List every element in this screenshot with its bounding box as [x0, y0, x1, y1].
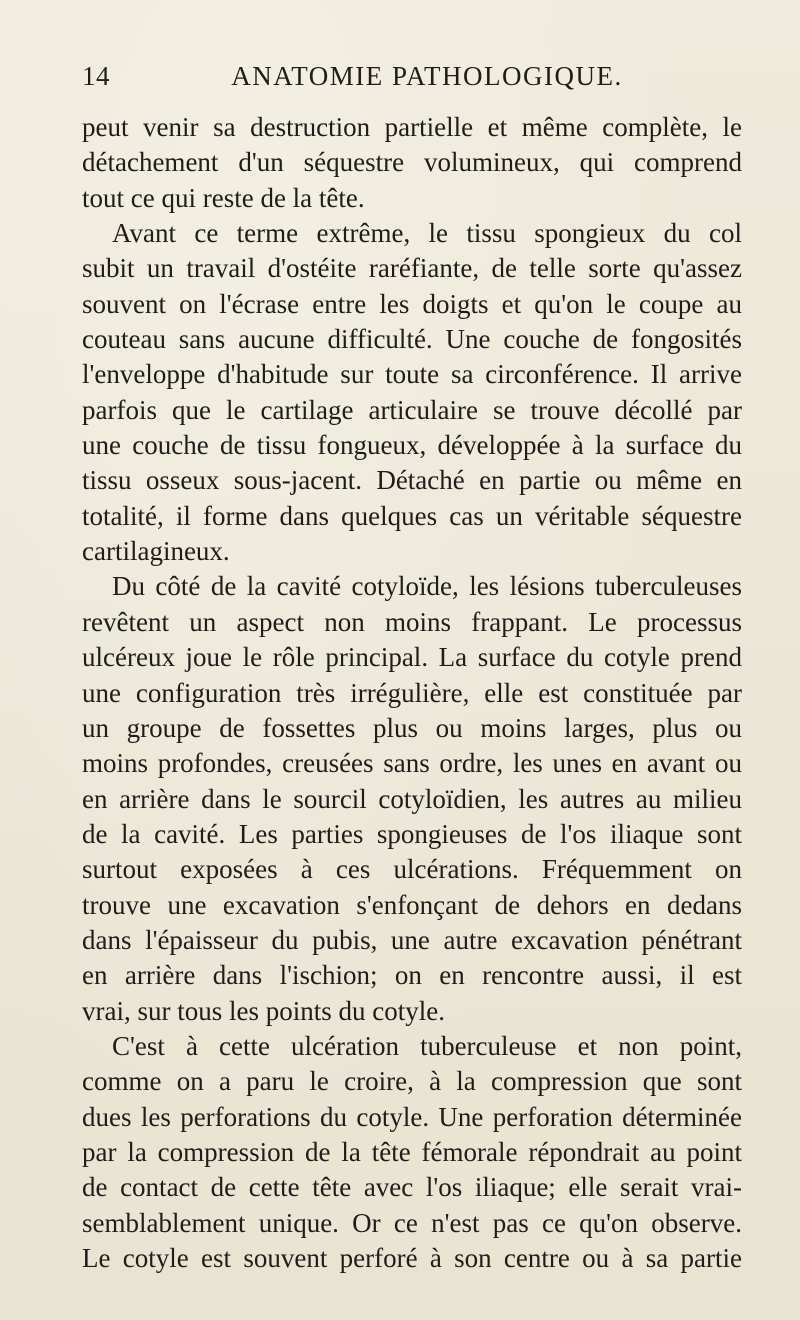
- text-line: dues les perforations du cotyle. Une perforation déterminée: [82, 1101, 742, 1132]
- text-line: tissu osseux sous-jacent. Détaché en partie ou même en: [82, 465, 742, 496]
- text-line: en arrière dans le sourcil cotyloïdien, les autres au milieu: [82, 783, 742, 814]
- text-line: vrai, sur tous les points du cotyle.: [82, 995, 445, 1026]
- text-line: souvent on l'écrase entre les doigts et qu'on le coupe au: [82, 288, 742, 319]
- text-line: l'enveloppe d'habitude sur toute sa circonférence. Il arrive: [82, 359, 742, 390]
- text-line: cartilagineux.: [82, 536, 230, 567]
- text-line: comme on a paru le croire, à la compression que sont: [82, 1066, 742, 1097]
- running-title: ANATOMIE PATHOLOGIQUE.: [231, 61, 623, 91]
- text-line: une configuration très irrégulière, elle est constituée par: [82, 677, 742, 708]
- text-line: totalité, il forme dans quelques cas un véritable séquestre: [82, 500, 742, 531]
- text-line: en arrière dans l'ischion; on en rencontre aussi, il est: [82, 960, 742, 991]
- text-line: Avant ce terme extrême, le tissu spongieux du col: [112, 218, 742, 249]
- text-line: tout ce qui reste de la tête.: [82, 182, 365, 213]
- body-text: [82, 110, 742, 1276]
- text-line: subit un travail d'ostéite raréfiante, de telle sorte qu'assez: [82, 253, 742, 284]
- text-line: trouve une excavation s'enfonçant de dehors en dedans: [82, 889, 742, 920]
- text-line: détachement d'un séquestre volumineux, qui comprend: [82, 147, 742, 178]
- text-line: surtout exposées à ces ulcérations. Fréquemment on: [82, 854, 742, 885]
- text-line: couteau sans aucune difficulté. Une couche de fongosités: [82, 324, 742, 355]
- text-line: parfois que le cartilage articulaire se trouve décollé par: [82, 394, 742, 425]
- text-line: une couche de tissu fongueux, développée à la surface du: [82, 430, 742, 461]
- page-header: [82, 56, 742, 96]
- text-line: moins profondes, creusées sans ordre, les unes en avant ou: [82, 748, 742, 779]
- text-line: semblablement unique. Or ce n'est pas ce qu'on observe.: [82, 1207, 742, 1238]
- text-line: un groupe de fossettes plus ou moins larges, plus ou: [82, 712, 742, 743]
- text-line: Le cotyle est souvent perforé à son centre ou à sa partie: [82, 1243, 742, 1273]
- text-line: dans l'épaisseur du pubis, une autre excavation pénétrant: [82, 924, 742, 955]
- text-line: ulcéreux joue le rôle principal. La surface du cotyle prend: [82, 642, 742, 673]
- text-line: de contact de cette tête avec l'os iliaque; elle serait vrai-: [82, 1172, 742, 1203]
- text-line: C'est à cette ulcération tuberculeuse et non point,: [112, 1030, 742, 1061]
- text-line: Du côté de la cavité cotyloïde, les lésions tuberculeuses: [112, 571, 742, 602]
- page-number: 14: [82, 61, 110, 91]
- text-line: revêtent un aspect non moins frappant. Le processus: [82, 606, 742, 637]
- text-line: par la compression de la tête fémorale répondrait au point: [82, 1136, 742, 1167]
- text-line: peut venir sa destruction partielle et même complète, le: [82, 112, 742, 142]
- text-line: de la cavité. Les parties spongieuses de l'os iliaque sont: [82, 818, 742, 849]
